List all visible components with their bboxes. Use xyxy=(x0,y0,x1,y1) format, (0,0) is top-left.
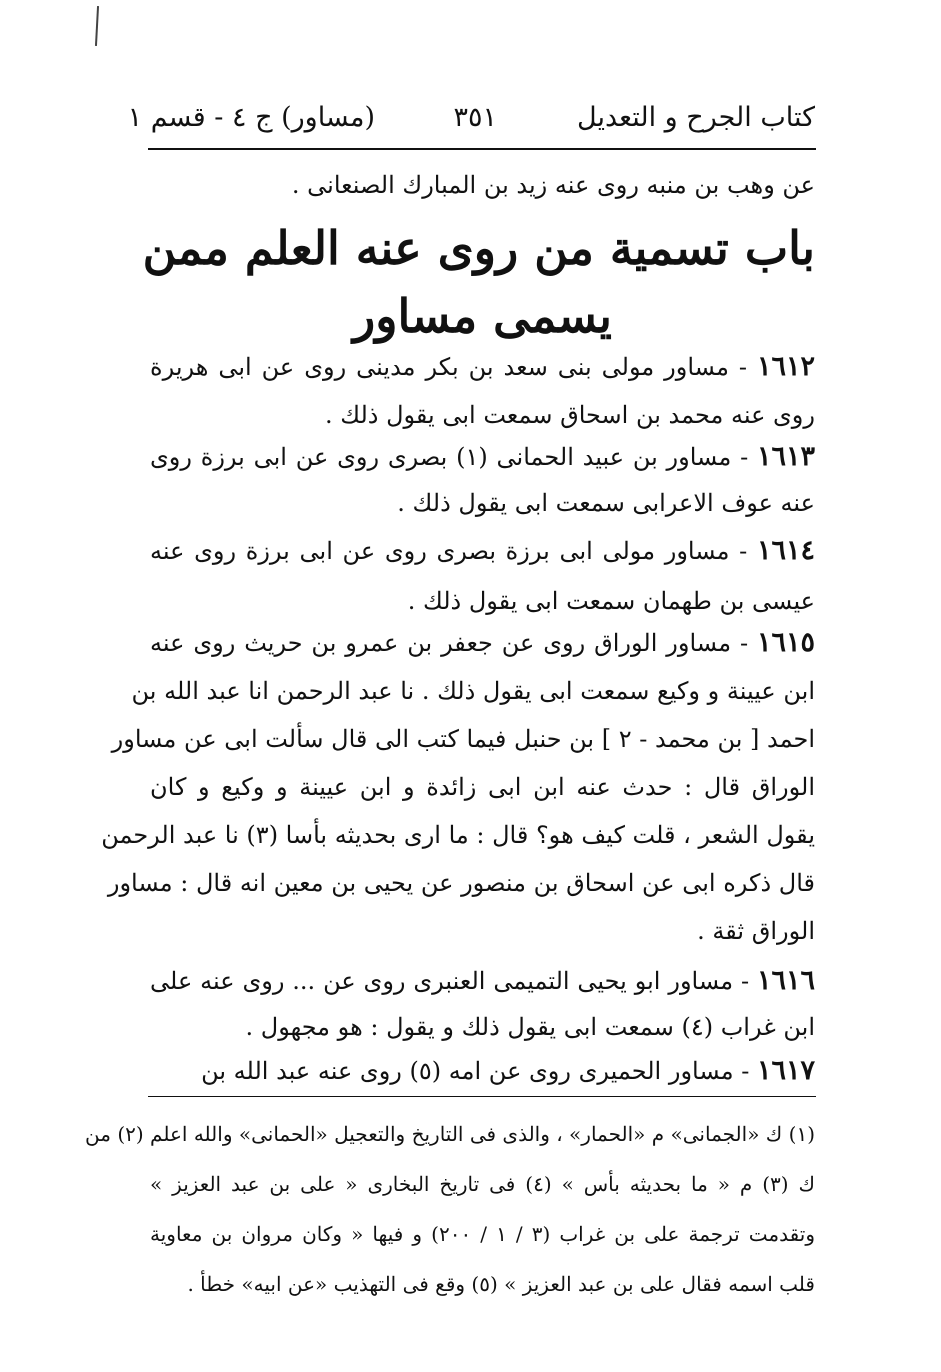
entry-text: الوراق ثقة . xyxy=(697,917,815,945)
entry-text: مساور مولى ابى برزة بصرى روى عن ابى برزة روى عنه xyxy=(150,537,730,565)
entry-line xyxy=(150,578,815,624)
entry-line: ١٦١٥ - مساور الوراق روى عن جعفر بن عمرو بن حريث روى عنه xyxy=(150,627,815,658)
footnote-line: (١) ك «الجمانى» م «الحمار» ، والذى فى التاريخ والتعجيل «الحمانى» والله اعلم (٢) من xyxy=(85,1122,815,1146)
section-label: (مساور) ج ٤ - قسم ١ xyxy=(127,102,375,133)
entry-line: ١٦١٦ - مساور ابو يحيى التميمى العنبرى روى عن ... روى عنه على xyxy=(150,965,815,996)
entry-number: ١٦١٦ xyxy=(756,965,815,996)
entry-line: ١٦١٢ - مساور مولى بنى سعد بن بكر مدينى روى عن ابى هريرة xyxy=(150,351,815,382)
entry-text: ابن عيينة و وكيع سمعت ابى يقول ذلك . نا عبد الرحمن انا عبد الله بن xyxy=(131,677,815,705)
entry-text: قال ذكره ابى عن اسحاق بن منصور عن يحيى بن معين انه قال : مساور xyxy=(107,869,815,897)
page-number: ٣٥١ xyxy=(453,102,497,133)
entry-number: ١٦١٥ xyxy=(756,627,815,658)
running-header xyxy=(127,96,815,140)
entry-text: مساور ابو يحيى التميمى العنبرى روى عن ... روى عنه على xyxy=(150,967,734,995)
entry-line xyxy=(150,1004,815,1050)
footnote-line: ك (٣) م « ما بحديثه بأس » (٤) فى تاريخ البخارى « على بن عبد العزيز » xyxy=(150,1172,815,1196)
entry-number: ١٦١٣ xyxy=(756,441,815,472)
footnote-line: وتقدمت ترجمة على بن غراب (٣ / ١ / ٢٠٠) و فيها « وكان مروان بن معاوية xyxy=(150,1222,815,1246)
entry-text: عنه عوف الاعرابى سمعت ابى يقول ذلك . xyxy=(397,489,815,517)
footnote-rule xyxy=(148,1096,816,1097)
entry-text: عيسى بن طهمان سمعت ابى يقول ذلك . xyxy=(407,587,815,615)
entry-line xyxy=(150,908,815,954)
entry-line: ١٦١٤ - مساور مولى ابى برزة بصرى روى عن ابى برزة روى عنه xyxy=(150,535,815,566)
entry-text: روى عنه محمد بن اسحاق سمعت ابى يقول ذلك . xyxy=(324,401,815,429)
entry-text: الوراق قال : حدث عنه ابن ابى زائدة و ابن عيينة و وكيع و كان xyxy=(150,773,815,801)
entry-line xyxy=(107,860,815,906)
intro-line: عن وهب بن منبه روى عنه زيد بن المبارك الصنعانى . xyxy=(291,171,815,199)
entry-text: ابن غراب (٤) سمعت ابى يقول ذلك و يقول : هو مجهول . xyxy=(245,1013,815,1041)
entry-line xyxy=(111,716,815,762)
entry-line xyxy=(131,668,815,714)
entry-line xyxy=(150,764,815,810)
entry-line xyxy=(150,480,815,526)
entry-text: احمد [ بن محمد - ٢ ] بن حنبل فيما كتب الى قال سألت ابى عن مساور xyxy=(111,725,815,753)
chapter-heading-line-2: يسمى مساور xyxy=(353,289,612,343)
entry-number: ١٦١٤ xyxy=(756,535,815,566)
entry-text: مساور بن عبيد الحمانى (١) بصرى روى عن ابى برزة روى xyxy=(150,443,732,471)
entry-line: ١٦١٧ - مساور الحميرى روى عن امه (٥) روى عنه عبد الله بن xyxy=(201,1055,815,1086)
scan-margin-mark xyxy=(95,6,99,46)
entry-text: مساور الحميرى روى عن امه (٥) روى عنه عبد الله بن xyxy=(201,1057,734,1085)
footnote-line: قلب اسمه فقال على بن عبد العزيز » (٥) وقع فى التهذيب «عن ابيه» خطأ . xyxy=(187,1272,815,1296)
entry-line xyxy=(150,392,815,438)
entry-number: ١٦١٧ xyxy=(756,1055,815,1086)
entry-line xyxy=(101,812,815,858)
book-title: كتاب الجرح و التعديل xyxy=(577,102,815,133)
chapter-heading-line-1: باب تسمية من روى عنه العلم ممن xyxy=(142,221,815,275)
entry-text: يقول الشعر ، قلت كيف هو؟ قال : ما ارى بحديثه بأسا (٣) نا عبد الرحمن xyxy=(101,821,815,849)
entry-line: ١٦١٣ - مساور بن عبيد الحمانى (١) بصرى روى عن ابى برزة روى xyxy=(150,441,815,472)
entry-text: مساور الوراق روى عن جعفر بن عمرو بن حريث روى عنه xyxy=(150,629,732,657)
entry-text: مساور مولى بنى سعد بن بكر مدينى روى عن ابى هريرة xyxy=(150,353,729,381)
header-rule xyxy=(148,148,816,150)
entry-number: ١٦١٢ xyxy=(756,351,815,382)
